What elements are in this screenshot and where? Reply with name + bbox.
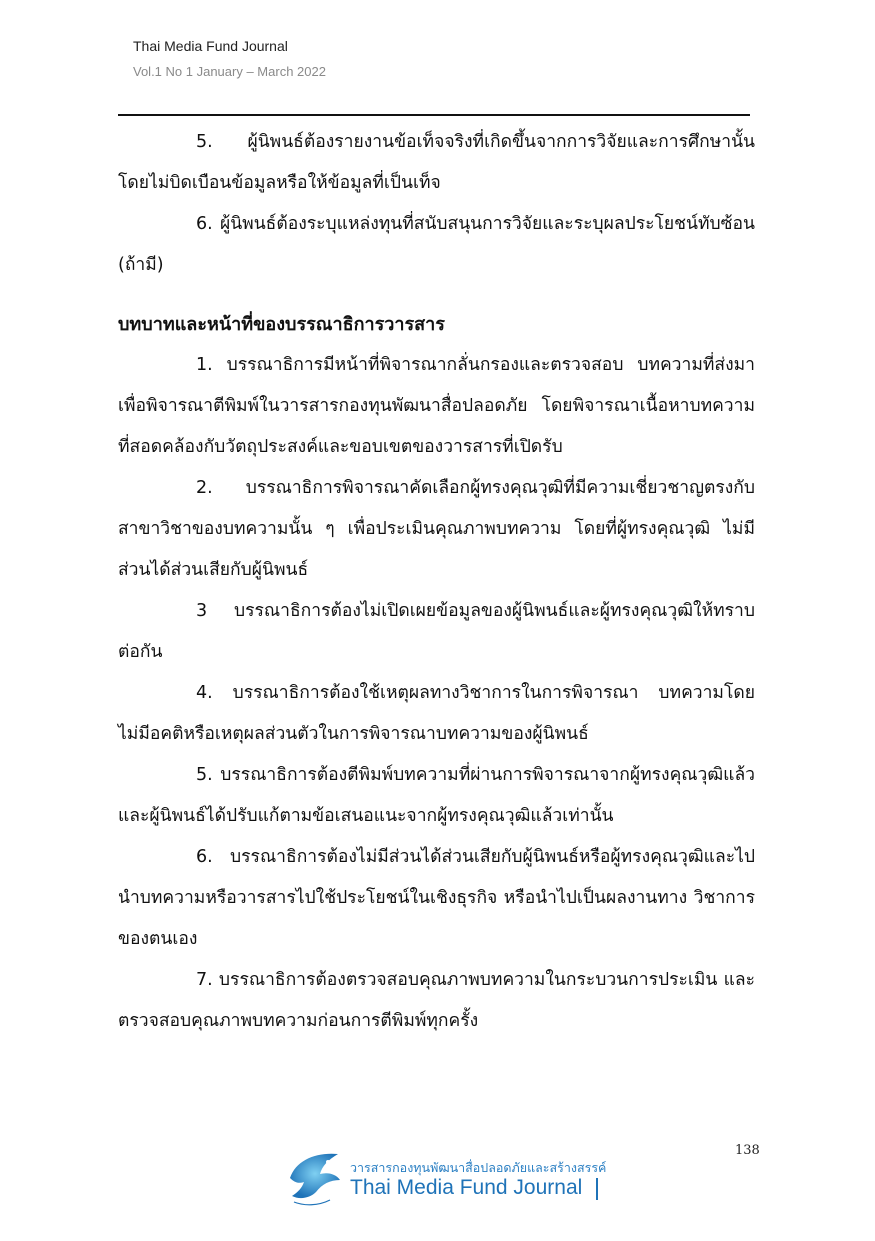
logo-english-text: Thai Media Fund Journal <box>350 1176 583 1199</box>
dove-icon <box>282 1148 344 1210</box>
paragraph-editor-4: 4. บรรณาธิการต้องใช้เหตุผลทางวิชาการในการพิจารณา บทความโดยไม่มีอคติหรือเหตุผลส่วนตัวในการพิจารณาบทความของผู้นิพนธ์ <box>118 683 755 744</box>
section-heading: บทบาทและหน้าที่ของบรรณาธิการวารสาร <box>118 314 445 335</box>
logo-thai-text: วารสารกองทุนพัฒนาสื่อปลอดภัยและสร้างสรรค์ <box>350 1160 607 1175</box>
paragraph-editor-7: 7. บรรณาธิการต้องตรวจสอบคุณภาพบทความในกระบวนการประเมิน และตรวจสอบคุณภาพบทความก่อนการตีพิมพ์ทุกครั้ง <box>118 970 755 1031</box>
document-body <box>118 122 755 1042</box>
logo-divider <box>596 1178 598 1200</box>
paragraph-editor-2: 2. บรรณาธิการพิจารณาคัดเลือกผู้ทรงคุณวุฒิที่มีความเชี่ยวชาญตรงกับสาขาวิชาของบทความนั้น ๆ เพื่อประเมินคุณภาพบทความ โดยที่ผู้ทรงคุณวุฒิ ไม่มีส่วนได้ส่วนเสียกับผู้นิพนธ์ <box>118 478 755 580</box>
journal-volume: Vol.1 No 1 January – March 2022 <box>133 64 326 79</box>
paragraph-author-6: 6. ผู้นิพนธ์ต้องระบุแหล่งทุนที่สนับสนุนการวิจัยและระบุผลประโยชน์ทับซ้อน (ถ้ามี) <box>118 214 755 275</box>
footer-logo <box>282 1148 607 1210</box>
paragraph-editor-6: 6. บรรณาธิการต้องไม่มีส่วนได้ส่วนเสียกับผู้นิพนธ์หรือผู้ทรงคุณวุฒิและไปนำบทความหรือวารสารไปใช้ประโยชน์ในเชิงธุรกิจ หรือนำไปเป็นผลงานทาง วิชาการของตนเอง <box>118 847 755 949</box>
journal-name: Thai Media Fund Journal <box>133 38 288 54</box>
paragraph-editor-5: 5. บรรณาธิการต้องตีพิมพ์บทความที่ผ่านการพิจารณาจากผู้ทรงคุณวุฒิแล้ว และผู้นิพนธ์ได้ปรับแก้ตามข้อเสนอแนะจากผู้ทรงคุณวุฒิแล้วเท่านั้น <box>118 765 755 826</box>
page-number: 138 <box>735 1143 760 1158</box>
paragraph-editor-1: 1. บรรณาธิการมีหน้าที่พิจารณากลั่นกรองและตรวจสอบ บทความที่ส่งมา เพื่อพิจารณาตีพิมพ์ในวารสารกองทุนพัฒนาสื่อปลอดภัย โดยพิจารณาเนื้อหาบทความที่สอดคล้องกับวัตถุประสงค์และขอบเขตของวารสารที่เปิดรับ <box>118 355 755 457</box>
header-rule <box>118 114 750 116</box>
page-header <box>133 38 326 79</box>
paragraph-author-5: 5. ผู้นิพนธ์ต้องรายงานข้อเท็จจริงที่เกิดขึ้นจากการวิจัยและการศึกษานั้น โดยไม่บิดเบือนข้อมูลหรือให้ข้อมูลที่เป็นเท็จ <box>118 132 755 193</box>
paragraph-editor-3: 3 บรรณาธิการต้องไม่เปิดเผยข้อมูลของผู้นิพนธ์และผู้ทรงคุณวุฒิให้ทราบต่อกัน <box>118 601 755 662</box>
